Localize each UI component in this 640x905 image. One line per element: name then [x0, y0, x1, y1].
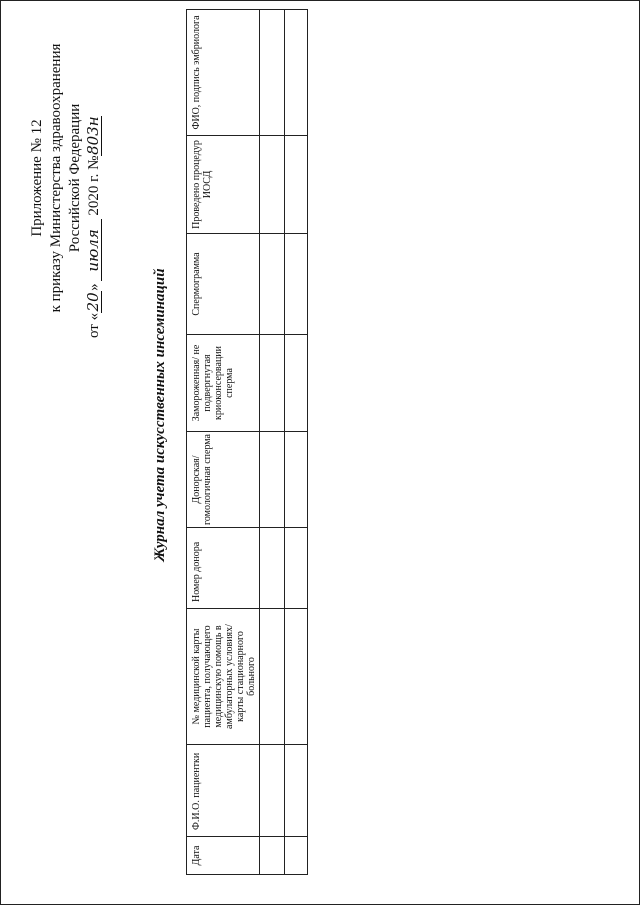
table-cell: [260, 10, 285, 136]
column-header-frozen-sperm: Замороженная/ не подвергнутая криоконсервации сперма: [187, 335, 260, 432]
date-year: 2020 г. №: [86, 155, 102, 216]
appendix-date-line: [85, 18, 104, 338]
table-cell: [285, 528, 308, 609]
journal-title: Журнал учета искусственных инсеминаций: [152, 268, 168, 562]
table-row: [285, 10, 308, 875]
table-cell: [285, 136, 308, 234]
column-header-date: Дата: [187, 837, 260, 875]
column-header-medical-card: № медицинской карты пациента, получающего медицинскую помощь в амбулаторных условиях/ карты стационарного больного: [187, 609, 260, 745]
table-cell: [260, 745, 285, 837]
appendix-header: [28, 18, 108, 338]
column-header-donor-number: Номер донора: [187, 528, 260, 609]
table-cell: [285, 432, 308, 528]
table-row: [260, 10, 285, 875]
order-number-handwritten: 803н: [84, 116, 102, 155]
column-header-donor-homologous: Донорская/ гомологичная сперма: [187, 432, 260, 528]
table-cell: [260, 335, 285, 432]
table-cell: [285, 609, 308, 745]
column-header-embryologist: ФИО, подпись эмбриолога: [187, 10, 260, 136]
appendix-order-line: к приказу Министерства здравоохранения: [48, 43, 64, 313]
table-cell: [260, 837, 285, 875]
table-cell: [260, 528, 285, 609]
appendix-country-line: Российской Федерации: [67, 103, 83, 253]
table-cell: [285, 837, 308, 875]
date-month-handwritten: июля: [86, 219, 102, 281]
date-quote-close: »: [86, 283, 102, 291]
column-header-spermogram: Спермограмма: [187, 234, 260, 335]
table-cell: [260, 136, 285, 234]
table-cell: [260, 234, 285, 335]
column-header-procedures: Проведено процедур ИОСД: [187, 136, 260, 234]
table-cell: [285, 10, 308, 136]
table-cell: [285, 234, 308, 335]
date-prefix: от «: [86, 312, 102, 338]
table-cell: [285, 335, 308, 432]
appendix-title: Приложение № 12: [29, 119, 45, 237]
date-day-handwritten: 20: [84, 292, 102, 312]
table-cell: [260, 432, 285, 528]
table-cell: [260, 609, 285, 745]
column-header-patient-name: Ф.И.О. пациентки: [187, 745, 260, 837]
journal-table: [186, 9, 308, 875]
table-cell: [285, 745, 308, 837]
